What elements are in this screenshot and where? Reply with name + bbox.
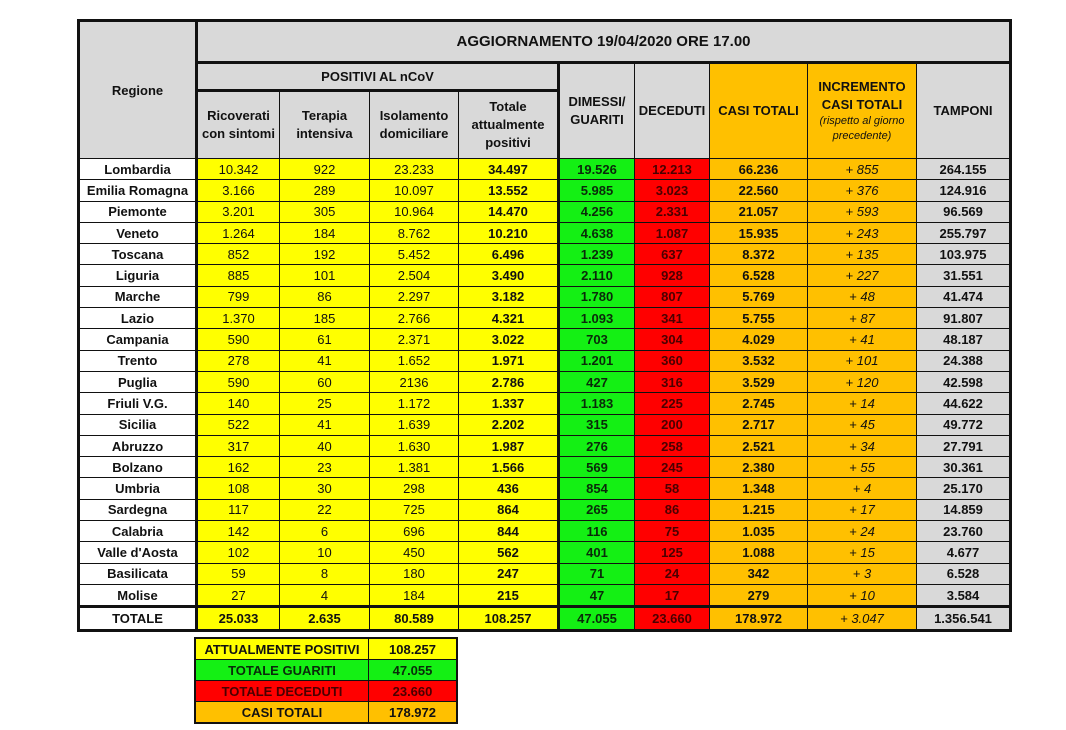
ricoverati-cell: 117 [197,499,280,520]
casi-totali-cell: 1.348 [710,478,808,499]
dimessi-cell: 1.183 [559,393,635,414]
dimessi-cell: 569 [559,457,635,478]
deceduti-cell: 304 [635,329,710,350]
deceduti-cell: 23.660 [635,607,710,630]
region-name: Basilicata [79,563,197,584]
incremento-cell: + 87 [808,308,917,329]
tamponi-cell: 24.388 [917,350,1011,371]
tamponi-cell: 124.916 [917,180,1011,201]
isolamento-cell: 10.964 [370,201,459,222]
isolamento-cell: 23.233 [370,159,459,180]
total-row [79,607,1011,630]
tamponi-cell: 31.551 [917,265,1011,286]
terapia-cell: 41 [280,414,370,435]
totale-positivi-cell: 13.552 [459,180,559,201]
casi-totali-cell: 6.528 [710,265,808,286]
totale-positivi-cell: 3.182 [459,286,559,307]
tamponi-cell: 23.760 [917,521,1011,542]
region-name: Calabria [79,521,197,542]
terapia-header: Terapia intensiva [280,91,370,159]
summary-value: 178.972 [369,702,458,724]
incremento-cell: + 45 [808,414,917,435]
summary-row-positivi [195,638,457,660]
totale-positivi-cell: 14.470 [459,201,559,222]
isolamento-cell: 184 [370,584,459,606]
totale-positivi-cell: 3.022 [459,329,559,350]
table-row [79,244,1011,265]
tamponi-cell: 30.361 [917,457,1011,478]
region-name: Friuli V.G. [79,393,197,414]
table-row [79,457,1011,478]
regione-header: Regione [79,21,197,159]
casi-totali-cell: 279 [710,584,808,606]
incremento-cell: + 243 [808,222,917,243]
incremento-cell: + 101 [808,350,917,371]
isolamento-cell: 10.097 [370,180,459,201]
table-row [79,159,1011,180]
region-name: TOTALE [79,607,197,630]
isolamento-cell: 2.371 [370,329,459,350]
isolamento-cell: 2.766 [370,308,459,329]
ricoverati-header: Ricoverati con sintomi [197,91,280,159]
deceduti-cell: 245 [635,457,710,478]
region-name: Abruzzo [79,435,197,456]
summary-value: 108.257 [369,638,458,660]
tamponi-cell: 1.356.541 [917,607,1011,630]
region-name: Molise [79,584,197,606]
incremento-cell: + 17 [808,499,917,520]
casi-totali-cell: 15.935 [710,222,808,243]
tamponi-cell: 255.797 [917,222,1011,243]
table-row [79,350,1011,371]
update-title: AGGIORNAMENTO 19/04/2020 ORE 17.00 [197,21,1011,63]
casi-totali-cell: 1.088 [710,542,808,563]
dimessi-cell: 1.239 [559,244,635,265]
region-name: Emilia Romagna [79,180,197,201]
region-name: Valle d'Aosta [79,542,197,563]
terapia-cell: 40 [280,435,370,456]
casi-totali-cell: 1.035 [710,521,808,542]
casi-totali-cell: 2.521 [710,435,808,456]
summary-value: 23.660 [369,681,458,702]
table-row [79,542,1011,563]
incremento-cell: + 15 [808,542,917,563]
region-name: Umbria [79,478,197,499]
dimessi-header: DIMESSI/ GUARITI [559,63,635,159]
deceduti-cell: 24 [635,563,710,584]
totale-positivi-cell: 34.497 [459,159,559,180]
ricoverati-cell: 59 [197,563,280,584]
deceduti-cell: 200 [635,414,710,435]
isolamento-cell: 2.297 [370,286,459,307]
terapia-cell: 2.635 [280,607,370,630]
dimessi-cell: 1.780 [559,286,635,307]
dimessi-cell: 2.110 [559,265,635,286]
ricoverati-cell: 317 [197,435,280,456]
incremento-cell: + 10 [808,584,917,606]
tamponi-cell: 14.859 [917,499,1011,520]
tamponi-header: TAMPONI [917,63,1011,159]
ricoverati-cell: 590 [197,329,280,350]
table-row [79,201,1011,222]
casi-totali-header: CASI TOTALI [710,63,808,159]
casi-totali-cell: 3.529 [710,371,808,392]
table-row [79,521,1011,542]
terapia-cell: 61 [280,329,370,350]
ricoverati-cell: 162 [197,457,280,478]
terapia-cell: 4 [280,584,370,606]
dimessi-cell: 4.256 [559,201,635,222]
tamponi-cell: 48.187 [917,329,1011,350]
dimessi-cell: 47 [559,584,635,606]
deceduti-cell: 316 [635,371,710,392]
deceduti-cell: 341 [635,308,710,329]
dimessi-cell: 1.093 [559,308,635,329]
ricoverati-cell: 3.166 [197,180,280,201]
ricoverati-cell: 3.201 [197,201,280,222]
casi-totali-cell: 2.717 [710,414,808,435]
totale-positivi-cell: 1.566 [459,457,559,478]
summary-label: TOTALE DECEDUTI [195,681,369,702]
table-row [79,435,1011,456]
terapia-cell: 23 [280,457,370,478]
totale-positivi-cell: 247 [459,563,559,584]
incremento-header-label: INCREMENTO CASI TOTALI [818,79,906,112]
ricoverati-cell: 885 [197,265,280,286]
summary-row-casi [195,702,457,724]
ricoverati-cell: 10.342 [197,159,280,180]
deceduti-cell: 75 [635,521,710,542]
summary-label: ATTUALMENTE POSITIVI [195,638,369,660]
table-row [79,478,1011,499]
terapia-cell: 22 [280,499,370,520]
summary-row-guariti [195,660,457,681]
deceduti-cell: 125 [635,542,710,563]
incremento-header-note: (rispetto al giorno precedente) [819,115,905,142]
incremento-cell: + 120 [808,371,917,392]
incremento-cell: + 34 [808,435,917,456]
deceduti-cell: 58 [635,478,710,499]
casi-totali-cell: 4.029 [710,329,808,350]
isolamento-cell: 450 [370,542,459,563]
isolamento-cell: 696 [370,521,459,542]
ricoverati-cell: 590 [197,371,280,392]
summary-value: 47.055 [369,660,458,681]
tamponi-cell: 41.474 [917,286,1011,307]
dimessi-cell: 71 [559,563,635,584]
region-name: Lombardia [79,159,197,180]
table-row [79,222,1011,243]
region-name: Toscana [79,244,197,265]
incremento-cell: + 4 [808,478,917,499]
region-name: Marche [79,286,197,307]
casi-totali-cell: 342 [710,563,808,584]
region-name: Trento [79,350,197,371]
casi-totali-cell: 1.215 [710,499,808,520]
tamponi-cell: 25.170 [917,478,1011,499]
table-row [79,180,1011,201]
tamponi-cell: 4.677 [917,542,1011,563]
totale-positivi-cell: 3.490 [459,265,559,286]
summary-label: TOTALE GUARITI [195,660,369,681]
isolamento-cell: 1.172 [370,393,459,414]
incremento-cell: + 3.047 [808,607,917,630]
tamponi-cell: 42.598 [917,371,1011,392]
region-name: Veneto [79,222,197,243]
totale-positivi-header: Totale attualmente positivi [459,91,559,159]
totale-positivi-cell: 844 [459,521,559,542]
dimessi-cell: 47.055 [559,607,635,630]
terapia-cell: 185 [280,308,370,329]
tamponi-cell: 3.584 [917,584,1011,606]
totale-positivi-cell: 108.257 [459,607,559,630]
tamponi-cell: 96.569 [917,201,1011,222]
tamponi-cell: 49.772 [917,414,1011,435]
region-name: Sardegna [79,499,197,520]
region-name: Liguria [79,265,197,286]
table-row [79,393,1011,414]
totale-positivi-cell: 10.210 [459,222,559,243]
ricoverati-cell: 140 [197,393,280,414]
casi-totali-cell: 178.972 [710,607,808,630]
totale-positivi-cell: 1.971 [459,350,559,371]
casi-totali-cell: 3.532 [710,350,808,371]
dimessi-cell: 4.638 [559,222,635,243]
incremento-cell: + 135 [808,244,917,265]
dimessi-cell: 276 [559,435,635,456]
incremento-cell: + 855 [808,159,917,180]
summary-row-deceduti [195,681,457,702]
terapia-cell: 289 [280,180,370,201]
table-row [79,499,1011,520]
deceduti-cell: 12.213 [635,159,710,180]
terapia-cell: 184 [280,222,370,243]
ricoverati-cell: 142 [197,521,280,542]
deceduti-cell: 2.331 [635,201,710,222]
tamponi-cell: 6.528 [917,563,1011,584]
isolamento-cell: 1.652 [370,350,459,371]
dimessi-cell: 315 [559,414,635,435]
totale-positivi-cell: 4.321 [459,308,559,329]
isolamento-cell: 298 [370,478,459,499]
table-row [79,584,1011,606]
region-name: Piemonte [79,201,197,222]
terapia-cell: 41 [280,350,370,371]
deceduti-cell: 360 [635,350,710,371]
incremento-cell: + 48 [808,286,917,307]
totale-positivi-cell: 436 [459,478,559,499]
isolamento-cell: 2.504 [370,265,459,286]
ricoverati-cell: 27 [197,584,280,606]
incremento-cell: + 14 [808,393,917,414]
incremento-header [808,63,917,159]
region-name: Campania [79,329,197,350]
table-row [79,265,1011,286]
table-row [79,414,1011,435]
totale-positivi-cell: 1.337 [459,393,559,414]
ricoverati-cell: 852 [197,244,280,265]
dimessi-cell: 1.201 [559,350,635,371]
terapia-cell: 101 [280,265,370,286]
region-name: Bolzano [79,457,197,478]
incremento-cell: + 376 [808,180,917,201]
dimessi-cell: 19.526 [559,159,635,180]
deceduti-cell: 17 [635,584,710,606]
isolamento-cell: 180 [370,563,459,584]
terapia-cell: 922 [280,159,370,180]
ricoverati-cell: 102 [197,542,280,563]
totale-positivi-cell: 6.496 [459,244,559,265]
ricoverati-cell: 1.370 [197,308,280,329]
terapia-cell: 192 [280,244,370,265]
table-body [79,159,1011,631]
table-row [79,308,1011,329]
region-name: Puglia [79,371,197,392]
terapia-cell: 305 [280,201,370,222]
isolamento-cell: 1.639 [370,414,459,435]
ricoverati-cell: 522 [197,414,280,435]
terapia-cell: 60 [280,371,370,392]
casi-totali-cell: 22.560 [710,180,808,201]
terapia-cell: 10 [280,542,370,563]
casi-totali-cell: 21.057 [710,201,808,222]
summary-table [194,637,458,724]
tamponi-cell: 103.975 [917,244,1011,265]
positivi-group-header: POSITIVI AL nCoV [197,63,559,91]
ricoverati-cell: 25.033 [197,607,280,630]
deceduti-cell: 258 [635,435,710,456]
dimessi-cell: 854 [559,478,635,499]
region-name: Lazio [79,308,197,329]
dimessi-cell: 427 [559,371,635,392]
dimessi-cell: 5.985 [559,180,635,201]
deceduti-cell: 225 [635,393,710,414]
totale-positivi-cell: 864 [459,499,559,520]
incremento-cell: + 3 [808,563,917,584]
deceduti-header: DECEDUTI [635,63,710,159]
tamponi-cell: 91.807 [917,308,1011,329]
dimessi-cell: 116 [559,521,635,542]
ricoverati-cell: 108 [197,478,280,499]
summary-label: CASI TOTALI [195,702,369,724]
table-row [79,371,1011,392]
tamponi-cell: 44.622 [917,393,1011,414]
ricoverati-cell: 278 [197,350,280,371]
isolamento-cell: 80.589 [370,607,459,630]
deceduti-cell: 86 [635,499,710,520]
isolamento-cell: 2136 [370,371,459,392]
isolamento-cell: 5.452 [370,244,459,265]
isolamento-cell: 725 [370,499,459,520]
isolamento-header: Isolamento domiciliare [370,91,459,159]
deceduti-cell: 637 [635,244,710,265]
table-row [79,286,1011,307]
deceduti-cell: 3.023 [635,180,710,201]
casi-totali-cell: 66.236 [710,159,808,180]
dimessi-cell: 265 [559,499,635,520]
terapia-cell: 86 [280,286,370,307]
isolamento-cell: 1.630 [370,435,459,456]
totale-positivi-cell: 2.202 [459,414,559,435]
region-name: Sicilia [79,414,197,435]
table-row [79,329,1011,350]
terapia-cell: 8 [280,563,370,584]
casi-totali-cell: 5.769 [710,286,808,307]
tamponi-cell: 264.155 [917,159,1011,180]
deceduti-cell: 807 [635,286,710,307]
dimessi-cell: 401 [559,542,635,563]
casi-totali-cell: 2.380 [710,457,808,478]
casi-totali-cell: 5.755 [710,308,808,329]
incremento-cell: + 593 [808,201,917,222]
incremento-cell: + 41 [808,329,917,350]
casi-totali-cell: 2.745 [710,393,808,414]
table-row [79,563,1011,584]
casi-totali-cell: 8.372 [710,244,808,265]
ricoverati-cell: 799 [197,286,280,307]
totale-positivi-cell: 215 [459,584,559,606]
totale-positivi-cell: 2.786 [459,371,559,392]
terapia-cell: 30 [280,478,370,499]
incremento-cell: + 55 [808,457,917,478]
ricoverati-cell: 1.264 [197,222,280,243]
isolamento-cell: 8.762 [370,222,459,243]
dimessi-cell: 703 [559,329,635,350]
deceduti-cell: 928 [635,265,710,286]
deceduti-cell: 1.087 [635,222,710,243]
terapia-cell: 6 [280,521,370,542]
tamponi-cell: 27.791 [917,435,1011,456]
covid-regional-table [77,19,1012,632]
isolamento-cell: 1.381 [370,457,459,478]
totale-positivi-cell: 562 [459,542,559,563]
incremento-cell: + 227 [808,265,917,286]
terapia-cell: 25 [280,393,370,414]
totale-positivi-cell: 1.987 [459,435,559,456]
incremento-cell: + 24 [808,521,917,542]
